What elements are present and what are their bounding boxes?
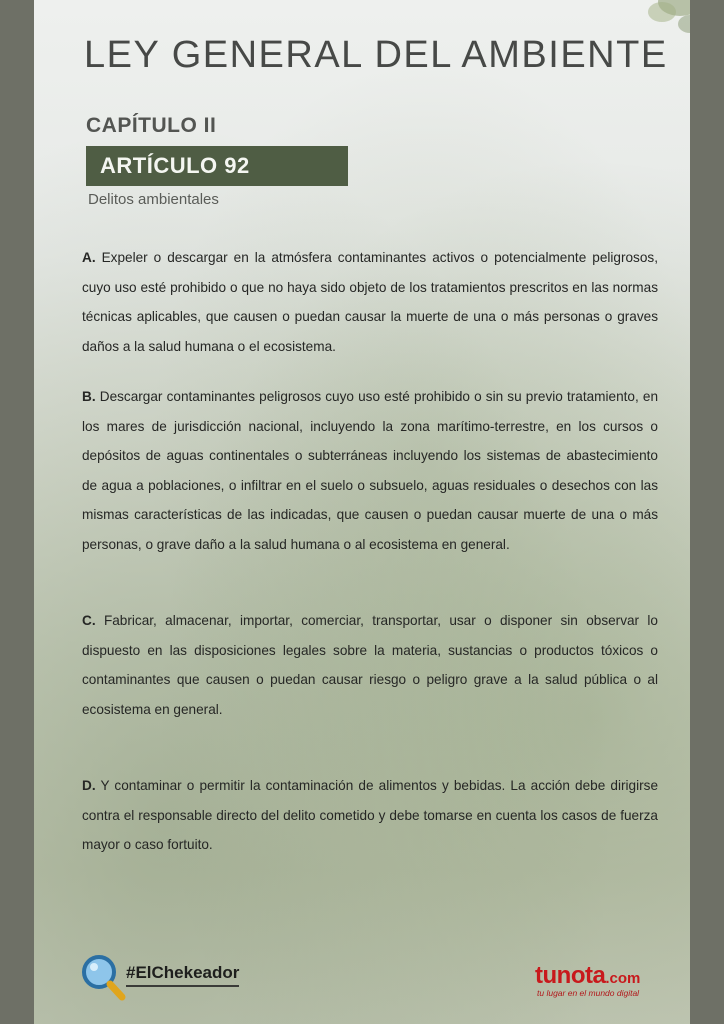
paragraph-letter: D. — [82, 778, 96, 793]
logo-tu: tu — [535, 962, 557, 989]
hashtag-label: #ElChekeador — [126, 963, 239, 987]
article-heading: ARTÍCULO 92 — [100, 153, 250, 178]
paragraph-c — [82, 606, 658, 724]
paragraph-text: Descargar contaminantes peligrosos cuyo uso esté prohibido o sin su previo tratamiento, en los mares de jurisdicción nacional, incluyendo la zona marítimo-terrestre, en los cursos o depósitos de aguas continentales o subterráneas incluyendo los sistemas de abastecimiento de agua a poblaciones, o infiltrar en el suelo o subsuelo, aguas residuales o desechos con las mismas características de las indicadas, que causen o puedan causar muerte de una o más personas, o grave daño a la salud humana o al ecosistema en general. — [82, 389, 659, 552]
magnifier-icon — [80, 953, 126, 1001]
paragraph-d — [82, 771, 658, 860]
paragraph-letter: C. — [82, 613, 96, 628]
document-title: LEY GENERAL DEL AMBIENTE — [84, 34, 668, 76]
paragraph-text: Y contaminar o permitir la contaminación de alimentos y bebidas. La acción debe dirigirse contra el responsable directo del delito cometido y debe tomarse en cuenta los casos de fuerza mayor o caso fortuito. — [82, 778, 659, 853]
logo-nota: nota — [556, 962, 606, 989]
logo-domain: .com — [605, 970, 641, 987]
tunota-logo — [535, 962, 641, 998]
paragraph-b — [82, 382, 658, 560]
paragraph-letter: A. — [82, 250, 96, 265]
article-subtitle: Delitos ambientales — [88, 191, 219, 208]
paragraph-text: Fabricar, almacenar, importar, comerciar, transportar, usar o disponer sin observar lo dispuesto en las disposiciones legales sobre la materia, sustancias o productos tóxicos o contaminantes que causen o puedan causar riesgo o peligro grave a la salud pública o al ecosistema en general. — [82, 613, 658, 717]
document-page — [34, 0, 690, 1024]
article-banner — [86, 146, 348, 186]
paragraph-text: Expeler o descargar en la atmósfera contaminantes activos o potencialmente peligrosos, cuyo uso esté prohibido o que no haya sido objeto de los tratamientos prescritos en las normas técnicas aplicables, que causen o puedan causar la muerte de una o más personas o graves daños a la salud humana o el ecosistema. — [82, 250, 658, 354]
logo-tagline: tu lugar en el mundo digital — [537, 988, 640, 998]
paragraph-letter: B. — [82, 389, 96, 404]
paragraph-a — [82, 243, 658, 361]
chapter-heading: CAPÍTULO II — [86, 114, 217, 137]
elchekeador-badge — [80, 953, 280, 1001]
